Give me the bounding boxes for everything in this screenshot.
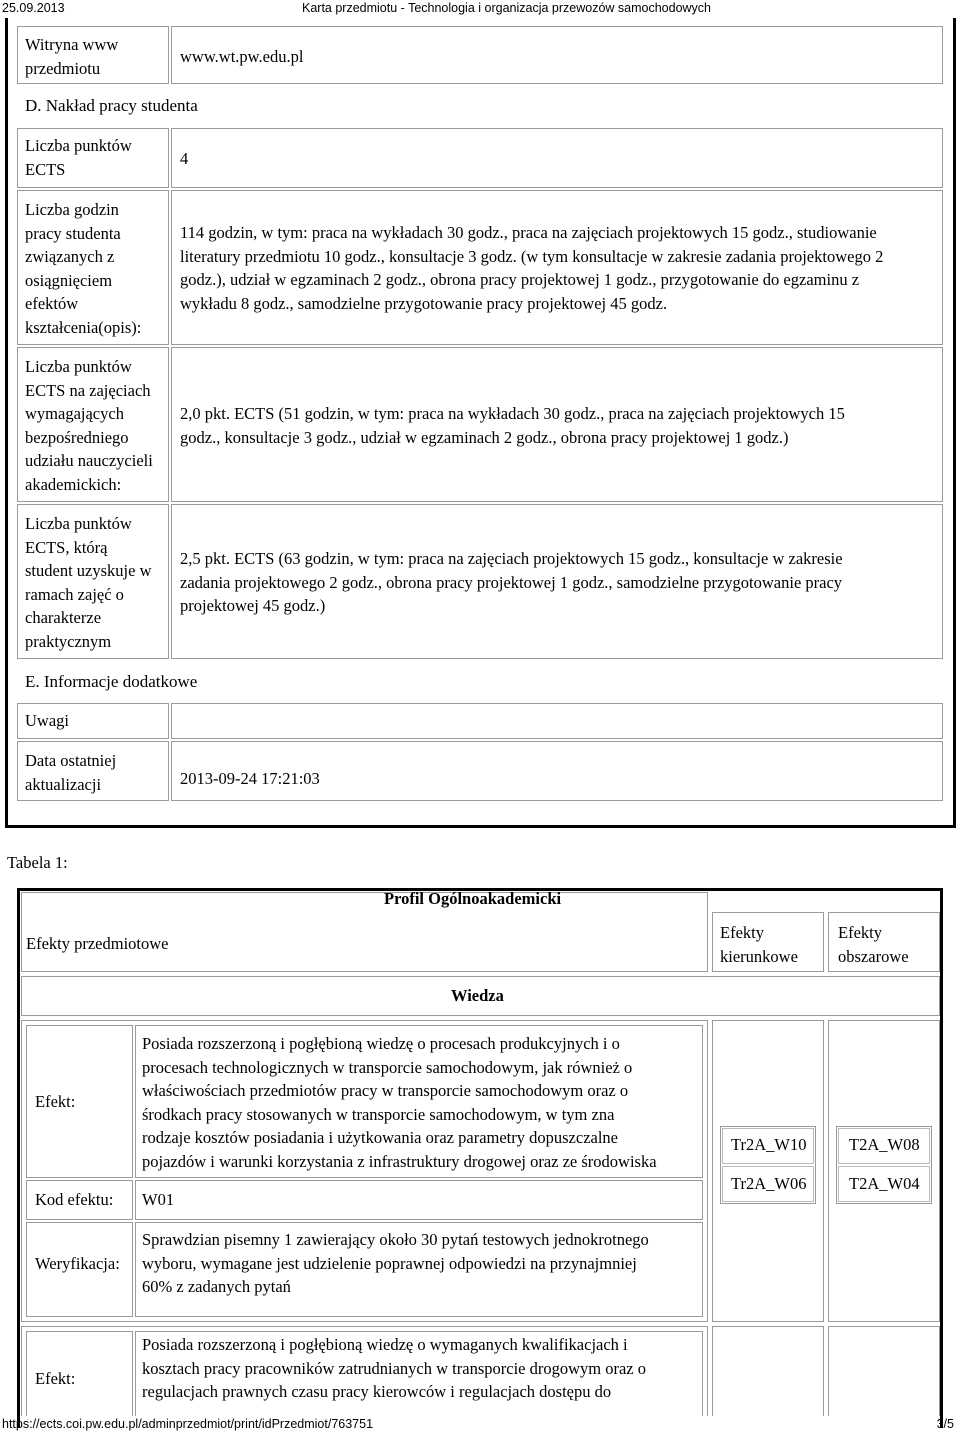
major-effects-header: Efekty kierunkowe — [720, 923, 798, 966]
effect-2-label: Efekt: — [35, 1369, 76, 1388]
print-title: Karta przedmiotu - Technologia i organizacja przewozów samochodowych — [302, 1, 712, 15]
page-footer — [0, 1417, 960, 1433]
updated-value: 2013-09-24 17:21:03 — [180, 769, 320, 788]
profile-header-cell — [712, 892, 940, 910]
direct-value: 2,0 pkt. ECTS (51 godzin, w tym: praca na wykładach 30 godz., praca na zajęciach projektowych 15 godz., konsultacje 3 godz., udział w egzaminach 2 godz., obrona pracy projektowej 1 godz.) — [180, 404, 845, 447]
print-date: 25.09.2013 — [2, 1, 65, 15]
major-code: Tr2A_W06 — [731, 1174, 807, 1193]
area-code: T2A_W08 — [849, 1135, 920, 1154]
effect-1-text: Posiada rozszerzoną i pogłębioną wiedzę o procesach produkcyjnych i o procesach technologicznych w transporcie samochodowym, jak również o właściwościach przedmiotów pracy w transporcie samochodowym oraz o środkach pracy stosowanych w transporcie samochodowym, w tym zna rodzaje kosztów posiadania i użytkowania oraz parametry dopuszczalne pojazdów i warunki korzystania z infrastruktury drogowej oraz ze środowiska — [142, 1034, 657, 1171]
effect-2-major-cell — [712, 1326, 824, 1416]
code-value: W01 — [142, 1190, 175, 1209]
page-number: 3/5 — [936, 1417, 954, 1431]
hours-label: Liczba godzin pracy studenta związanych z osiągnięciem efektów kształcenia(opis): — [25, 200, 142, 337]
table-caption: Tabela 1: — [7, 853, 68, 872]
subject-effects-header: Efekty przedmiotowe — [26, 934, 169, 953]
area-code: T2A_W04 — [849, 1174, 920, 1193]
code-value-cell — [135, 1180, 703, 1220]
ects-value-cell — [171, 128, 943, 188]
updated-label: Data ostatniej aktualizacji — [25, 751, 117, 794]
verification-text: Sprawdzian pisemny 1 zawierający około 30 pytań testowych jednokrotnego wyboru, wymagane jest udzielenie poprawnej odpowiedzi na przynajmniej 60% z zadanych pytań — [142, 1230, 649, 1296]
website-link[interactable]: www.wt.pw.edu.pl — [180, 47, 304, 66]
ects-label: Liczba punktów ECTS — [25, 136, 132, 179]
profile-header: Profil Ogólnoakademicki — [384, 889, 562, 908]
major-code: Tr2A_W10 — [731, 1135, 807, 1154]
effect-2-text: Posiada rozszerzoną i pogłębioną wiedzę o wymaganych kwalifikacjach i kosztach pracy pracowników zatrudnianych w transporcie drogowym oraz o regulacjach prawnych czasu pracy kierowców i regulacjach dostępu do — [142, 1335, 646, 1401]
section-e-title: E. Informacje dodatkowe — [25, 672, 198, 691]
remarks-value-cell — [171, 703, 943, 739]
area-effects-header: Efekty obszarowe — [838, 923, 909, 966]
remarks-label: Uwagi — [25, 711, 69, 730]
practical-label: Liczba punktów ECTS, którą student uzyskuje w ramach zajęć o charakterze praktycznym — [25, 514, 152, 651]
practical-value: 2,5 pkt. ECTS (63 godzin, w tym: praca na zajęciach projektowych 15 godz., konsultacje w zakresie zadania projektowego 2 godz., obrona pracy projektowej 1 godz., samodzielne przygotowanie pracy projektowej 45 godz.) — [180, 549, 843, 615]
page-header — [0, 0, 960, 18]
effect-1-label: Efekt: — [35, 1092, 76, 1111]
ects-value: 4 — [180, 149, 189, 168]
website-label: Witryna www przedmiotu — [25, 35, 119, 78]
effect-2-area-cell — [828, 1326, 940, 1416]
knowledge-group-label: Wiedza — [451, 986, 504, 1005]
section-d-title: D. Nakład pracy studenta — [25, 96, 198, 115]
print-url[interactable]: https://ects.coi.pw.edu.pl/adminprzedmiot/print/idPrzedmiot/763751 — [2, 1417, 374, 1431]
verification-label: Weryfikacja: — [35, 1254, 120, 1273]
hours-value: 114 godzin, w tym: praca na wykładach 30 godz., praca na zajęciach projektowych 15 godz., studiowanie literatury przedmiotu 10 godz., konsultacje 3 godz. (w tym konsultacje w zakresie zadania projektowego 2 godz.), udział w egzaminach 2 godz., obrona pracy projektowej 1 godz., przygotowanie do egzaminu z wykładu 8 godz., samodzielne przygotowanie pracy projektowej 45 godz. — [180, 223, 884, 313]
code-label: Kod efektu: — [35, 1190, 114, 1209]
direct-label: Liczba punktów ECTS na zajęciach wymagających bezpośredniego udziału nauczycieli akademickich: — [25, 357, 153, 494]
